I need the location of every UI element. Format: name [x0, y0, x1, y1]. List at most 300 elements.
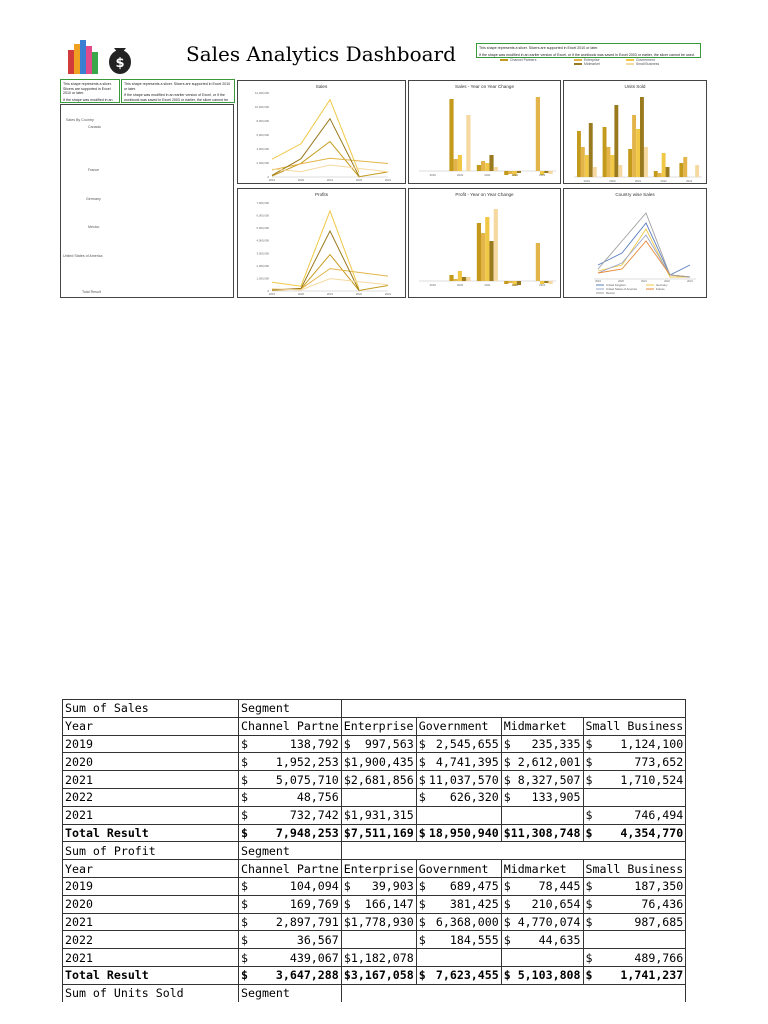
x-tick-label: 2020 — [456, 283, 464, 287]
cell-value: Midmarket — [503, 719, 567, 734]
column-header — [501, 717, 583, 735]
currency-sign: $ — [418, 772, 426, 787]
currency-sign: $ — [241, 825, 248, 840]
cell-value: Enterprise — [343, 861, 414, 876]
series-line — [272, 142, 388, 177]
country-sales-chart — [563, 188, 707, 298]
table-title — [63, 842, 239, 860]
cell-value: 6,368,000 — [435, 914, 499, 929]
x-tick-label: 2021 — [634, 179, 642, 183]
segment-header-fill — [341, 842, 686, 860]
currency-sign: $ — [418, 736, 426, 751]
bar — [466, 115, 470, 171]
value-cell — [239, 913, 342, 931]
cell-value: 626,320 — [449, 790, 499, 805]
page-title: Sales Analytics Dashboard — [186, 42, 456, 66]
cell-value: Year — [65, 719, 93, 734]
currency-sign: $ — [585, 808, 593, 823]
column-header — [416, 860, 501, 878]
chart-title: Profits — [314, 192, 329, 197]
table-row — [63, 949, 686, 967]
table-row — [63, 735, 686, 753]
column-header — [341, 860, 416, 878]
series-line — [272, 211, 359, 289]
map-country-canada: Canada — [88, 125, 101, 129]
value-cell — [501, 931, 583, 949]
x-tick-label: 2020 — [456, 173, 464, 177]
cell-value: 11,037,570 — [428, 772, 499, 787]
column-header — [239, 717, 342, 735]
bar — [628, 149, 632, 177]
value-cell — [501, 788, 583, 806]
y-tick-label: 6,000,000 — [256, 133, 269, 137]
year-cell — [63, 788, 239, 806]
legend-label: Channel Partners — [510, 58, 537, 62]
bar — [636, 129, 640, 177]
cell-value: 1,952,253 — [275, 754, 339, 769]
cell-value: 187,350 — [634, 879, 684, 894]
currency-sign: $ — [343, 879, 351, 894]
cell-value: 133,905 — [531, 790, 581, 805]
bar — [466, 277, 470, 281]
cell-value: $11,308,748 — [503, 825, 581, 840]
x-tick-label: 2022 — [660, 179, 667, 183]
value-cell — [416, 753, 501, 771]
value-cell — [501, 753, 583, 771]
column-header — [501, 860, 583, 878]
bar — [607, 147, 611, 177]
cell-value: $ 4,770,074 — [503, 914, 581, 929]
cell-value: 4,741,395 — [435, 754, 499, 769]
bar — [632, 115, 636, 177]
legend-swatch — [574, 63, 582, 64]
profits-chart — [237, 188, 406, 298]
value-cell — [416, 931, 501, 949]
value-cell — [341, 806, 416, 824]
value-cell — [239, 771, 342, 789]
total-cell — [341, 966, 416, 984]
total-cell — [239, 966, 342, 984]
value-cell — [239, 931, 342, 949]
cell-value: $1,931,315 — [343, 808, 414, 823]
value-cell — [341, 895, 416, 913]
cell-value: 3,647,288 — [275, 968, 339, 983]
bar — [536, 243, 540, 281]
currency-sign: $ — [241, 754, 248, 769]
svg-text:$: $ — [115, 56, 125, 71]
column-header-row — [63, 860, 686, 878]
cell-value: 381,425 — [449, 897, 499, 912]
value-cell — [341, 753, 416, 771]
value-cell — [341, 877, 416, 895]
value-cell — [501, 913, 583, 931]
cell-value: Government — [418, 861, 489, 876]
cell-value: Midmarket — [503, 861, 567, 876]
cell-value: 7,948,253 — [275, 825, 339, 840]
value-cell — [416, 735, 501, 753]
cell-value: 2019 — [65, 736, 93, 751]
x-tick-label: 2020 — [297, 292, 305, 296]
bar — [679, 163, 683, 177]
country-sales-plot — [564, 189, 708, 299]
value-cell — [416, 806, 501, 824]
total-cell — [583, 824, 686, 842]
map-country-germany: Germany — [86, 197, 101, 201]
sales-by-country-panel — [60, 104, 234, 298]
cell-value: Segment — [241, 701, 290, 716]
currency-sign: $ — [418, 914, 426, 929]
bar — [603, 127, 607, 177]
legend-label: Small Business — [636, 62, 660, 66]
bar — [477, 165, 481, 171]
legend-label: Germany — [656, 283, 668, 287]
value-cell — [239, 735, 342, 753]
bar — [481, 161, 485, 171]
bar — [485, 163, 489, 171]
cell-value: 48,756 — [296, 790, 339, 805]
table-row — [63, 895, 686, 913]
x-tick-label: 2021 — [686, 179, 693, 183]
currency-sign: $ — [585, 772, 593, 787]
bar — [458, 271, 462, 281]
cell-value: 746,494 — [634, 808, 684, 823]
currency-sign: $ — [241, 968, 248, 983]
legend-label: France — [656, 287, 665, 291]
value-cell — [416, 788, 501, 806]
column-header — [416, 717, 501, 735]
currency-sign: $ — [585, 897, 593, 912]
table-row — [63, 877, 686, 895]
table-title-row — [63, 842, 686, 860]
currency-sign: $ — [418, 897, 426, 912]
x-tick-label: 2021 — [384, 292, 392, 296]
value-cell — [583, 735, 686, 753]
bar — [449, 99, 453, 171]
bar — [549, 281, 553, 284]
cell-value: 987,685 — [634, 914, 684, 929]
table-title — [63, 700, 239, 718]
segment-header — [239, 984, 342, 1002]
bar — [494, 209, 498, 281]
currency-sign: $ — [418, 879, 426, 894]
slicer-placeholder-left[interactable] — [60, 79, 120, 103]
bar — [644, 147, 648, 177]
value-cell — [416, 949, 501, 967]
year-cell — [63, 877, 239, 895]
y-tick-label: 12,000,000 — [255, 91, 269, 95]
table-title — [63, 984, 239, 1002]
bar — [614, 105, 618, 177]
value-cell — [341, 771, 416, 789]
cell-value: 689,475 — [449, 879, 499, 894]
currency-sign: $ — [343, 897, 351, 912]
value-cell — [239, 949, 342, 967]
value-cell — [341, 949, 416, 967]
cell-value: $2,681,856 — [343, 772, 414, 787]
x-tick-label: 2021 — [326, 178, 334, 182]
value-cell — [583, 771, 686, 789]
currency-sign: $ — [585, 968, 593, 983]
value-cell — [501, 949, 583, 967]
slicer-note-text: This shape represents a slicer. Slicers are supported in Excel 2010 or later. — [63, 82, 112, 96]
cell-value: 104,094 — [289, 879, 339, 894]
total-row — [63, 824, 686, 842]
currency-sign: $ — [418, 754, 426, 769]
total-cell — [416, 824, 501, 842]
value-cell — [341, 788, 416, 806]
cell-value: 1,741,237 — [620, 968, 684, 983]
column-header — [63, 860, 239, 878]
profit-yoy-chart — [408, 188, 561, 298]
slicer-note-text-2: If the shape was modified in an earlier version of Excel, or if the workbook was saved in Excel 2003 or earlier, the slicer cannot be — [124, 93, 229, 102]
cell-value: Small Business — [585, 719, 684, 734]
segment-header — [239, 700, 342, 718]
x-tick-label: 2022 — [355, 178, 363, 182]
x-tick-label: 2021 — [484, 173, 491, 177]
slicer-note-text-2: If the shape was modified in an — [63, 97, 113, 102]
series-line — [272, 100, 359, 173]
currency-sign: $ — [343, 736, 351, 751]
segment-header — [239, 842, 342, 860]
value-cell — [583, 895, 686, 913]
cell-value: 1,124,100 — [620, 736, 684, 751]
currency-sign: $ — [241, 736, 248, 751]
total-cell — [416, 966, 501, 984]
year-cell — [63, 753, 239, 771]
value-cell — [583, 931, 686, 949]
x-tick-label: 2020 — [618, 280, 624, 283]
segment-header-fill — [341, 984, 686, 1002]
value-cell — [239, 753, 342, 771]
year-cell — [63, 931, 239, 949]
total-cell — [239, 824, 342, 842]
cell-value: Sum of Units Sold — [65, 986, 184, 1001]
currency-sign: $ — [585, 950, 593, 965]
value-cell — [501, 735, 583, 753]
y-tick-label: 10,000,000 — [255, 105, 269, 109]
cell-value: 732,742 — [289, 808, 339, 823]
value-cell — [583, 949, 686, 967]
value-cell — [239, 877, 342, 895]
y-tick-label: 1,000,000 — [256, 276, 269, 281]
cell-value: Segment — [241, 843, 290, 858]
total-cell — [583, 966, 686, 984]
currency-sign: $ — [585, 914, 593, 929]
cell-value: $7,511,169 — [343, 825, 414, 840]
sales-chart-plot — [238, 81, 407, 185]
legend-item — [626, 62, 659, 66]
x-tick-label: 2022 — [511, 283, 519, 287]
bar — [589, 123, 593, 177]
currency-sign: $ — [241, 950, 248, 965]
cell-value: 2020 — [65, 754, 93, 769]
chart-title: Country wise Sales — [615, 192, 655, 197]
y-tick-label: 3,000,000 — [256, 251, 269, 256]
currency-sign: $ — [418, 825, 426, 840]
cell-value: 2022 — [65, 932, 93, 947]
x-tick-label: 2021 — [641, 280, 647, 283]
bar — [581, 147, 585, 177]
x-tick-label: 2022 — [511, 173, 519, 177]
y-tick-label: 0 — [267, 289, 269, 293]
table-title-row — [63, 984, 686, 1002]
cell-value: 4,354,770 — [620, 825, 684, 840]
cell-value: 7,623,455 — [435, 968, 499, 983]
currency-sign: $ — [241, 879, 248, 894]
currency-sign: $ — [241, 897, 248, 912]
x-tick-label: 2019 — [583, 179, 590, 183]
chart-title: Sales - Year on Year Change — [455, 84, 514, 89]
x-tick-label: 2019 — [268, 292, 276, 296]
chart-title: Units Sold — [624, 84, 646, 89]
series-line — [272, 269, 388, 291]
bar — [577, 131, 581, 177]
legend-swatch — [626, 59, 634, 60]
x-tick-label: 2022 — [664, 280, 670, 283]
value-cell — [583, 806, 686, 824]
bar — [462, 277, 466, 281]
y-tick-label: 6,000,000 — [256, 213, 269, 218]
cell-value: 76,436 — [641, 897, 684, 912]
profits-chart-plot — [238, 189, 407, 299]
cell-value: 138,792 — [289, 736, 339, 751]
value-cell — [416, 771, 501, 789]
table-row — [63, 913, 686, 931]
currency-sign: $ — [241, 808, 248, 823]
cell-value: 5,103,808 — [517, 968, 581, 983]
cell-value: 997,563 — [364, 736, 414, 751]
cell-value: Total Result — [65, 968, 149, 983]
x-tick-label: 2021 — [326, 292, 334, 296]
slicer-placeholder-top[interactable] — [476, 43, 701, 58]
x-tick-label: 2021 — [539, 283, 546, 287]
bar — [549, 171, 553, 174]
series-line — [272, 119, 359, 176]
cell-value: 2022 — [65, 790, 93, 805]
chart-title: Profit - Year on Year Change — [455, 192, 514, 197]
column-header — [583, 860, 686, 878]
currency-sign: $ — [241, 932, 248, 947]
bar — [489, 155, 493, 171]
y-tick-label: 0 — [267, 175, 269, 179]
legend-label: United Kingdom — [606, 283, 626, 287]
bar — [504, 281, 508, 284]
column-header-row — [63, 717, 686, 735]
y-tick-label: 7,000,000 — [256, 201, 269, 205]
value-cell — [416, 913, 501, 931]
x-tick-label: 2019 — [268, 178, 276, 182]
cell-value: Total Result — [65, 825, 149, 840]
bar — [662, 153, 666, 177]
value-cell — [416, 877, 501, 895]
map-country-usa: United States of America — [63, 254, 103, 258]
y-tick-label: 4,000,000 — [256, 238, 269, 243]
cell-value: 169,769 — [289, 897, 339, 912]
segment-legend — [476, 58, 700, 68]
x-tick-label: 2022 — [355, 292, 363, 296]
bar — [695, 165, 699, 177]
bar — [481, 233, 485, 281]
profit-yoy-plot — [409, 189, 562, 299]
x-tick-label: 2021 — [539, 173, 546, 177]
y-tick-label: 8,000,000 — [256, 119, 269, 123]
x-tick-label: 2019 — [429, 283, 436, 287]
segment-header-fill — [341, 700, 686, 718]
cell-value: 1,710,524 — [620, 772, 684, 787]
bar — [536, 97, 540, 171]
value-cell — [501, 895, 583, 913]
x-tick-label: 2021 — [687, 280, 693, 283]
cell-value: 2021 — [65, 950, 93, 965]
value-cell — [501, 771, 583, 789]
value-cell — [583, 877, 686, 895]
total-label — [63, 966, 239, 984]
cell-value: 78,445 — [538, 879, 581, 894]
bar — [683, 157, 687, 177]
value-cell — [239, 895, 342, 913]
cell-value: 210,654 — [531, 897, 581, 912]
bar — [454, 279, 458, 281]
value-cell — [239, 788, 342, 806]
legend-swatch — [574, 59, 582, 60]
value-cell — [341, 913, 416, 931]
dashboard-logo — [66, 36, 132, 76]
year-cell — [63, 895, 239, 913]
legend-label: United States of America — [606, 287, 637, 291]
value-cell — [341, 735, 416, 753]
currency-sign: $ — [418, 968, 426, 983]
units-sold-plot — [564, 81, 708, 185]
cell-value: 36,567 — [296, 932, 339, 947]
value-cell — [341, 931, 416, 949]
chart-title: Sales — [315, 84, 328, 89]
bar — [611, 155, 615, 177]
table-row — [63, 753, 686, 771]
bar — [654, 171, 658, 177]
currency-sign: $ — [503, 790, 511, 805]
table-title-row — [63, 700, 686, 718]
cell-value: Small Business — [585, 861, 684, 876]
pivot-table — [62, 699, 686, 1002]
cell-value: 39,903 — [371, 879, 414, 894]
slicer-note-text-2: If the shape was modified in an earlier version of Excel, or if the workbook was saved in Excel 2003 or earlier, the slicer cannot be used. — [479, 52, 695, 57]
legend-label: Enterprise — [584, 58, 600, 62]
map-country-mexico: Mexico — [88, 225, 100, 229]
slicer-placeholder-right[interactable] — [121, 79, 235, 103]
value-cell — [501, 877, 583, 895]
bar — [640, 97, 644, 177]
x-tick-label: 2021 — [384, 178, 392, 182]
currency-sign: $ — [503, 897, 511, 912]
cell-value: 2,545,655 — [435, 736, 499, 751]
value-cell — [583, 913, 686, 931]
currency-sign: $ — [585, 754, 593, 769]
cell-value: 439,067 — [289, 950, 339, 965]
y-tick-label: 4,000,000 — [256, 147, 269, 151]
cell-value: Government — [418, 719, 489, 734]
legend-label: Government — [636, 58, 655, 62]
cell-value: $1,182,078 — [343, 950, 414, 965]
currency-sign: $ — [585, 879, 593, 894]
series-line — [272, 231, 359, 290]
currency-sign: $ — [503, 736, 511, 751]
bar — [449, 275, 453, 281]
year-cell — [63, 913, 239, 931]
cell-value: Sum of Profit — [65, 843, 156, 858]
currency-sign: $ — [503, 932, 511, 947]
bar — [485, 217, 489, 281]
cell-value: 2021 — [65, 914, 93, 929]
